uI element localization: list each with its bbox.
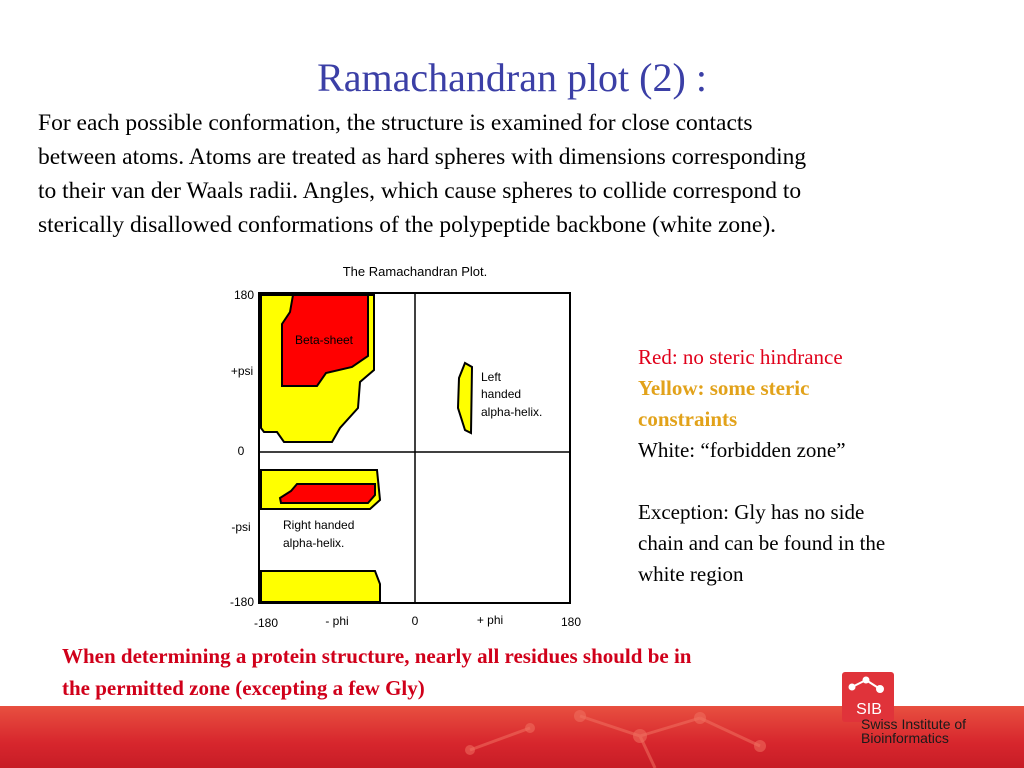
legend-yellow: Yellow: some steric: [638, 376, 810, 400]
legend-yellow: constraints: [638, 407, 738, 431]
color-legend: [638, 342, 968, 590]
y-tick-label: -psi: [231, 520, 251, 534]
intro-line: to their van der Waals radii. Angles, which cause spheres to collide correspond to: [38, 178, 802, 204]
intro-line: For each possible conformation, the structure is examined for close contacts: [38, 110, 753, 136]
right-helix-allowed-region: [280, 484, 375, 503]
ramachandran-diagram: [222, 260, 594, 640]
legend-red: Red: no steric hindrance: [638, 345, 843, 369]
beta-sheet-label: Beta-sheet: [294, 333, 354, 347]
y-tick-label: 0: [237, 444, 245, 458]
conclusion-note: [62, 640, 862, 704]
x-tick-label: + phi: [476, 613, 504, 627]
y-tick-label: +psi: [230, 364, 254, 378]
legend-spacer: [638, 466, 968, 497]
legend-exception: Exception: Gly has no side: [638, 500, 865, 524]
logo-name-line: Swiss Institute of: [861, 716, 967, 732]
legend-exception: white region: [638, 562, 744, 586]
left-helix-label: alpha-helix.: [481, 405, 543, 419]
legend-white: White: “forbidden zone”: [638, 438, 846, 462]
intro-line: sterically disallowed conformations of the polypeptide backbone (white zone).: [38, 212, 777, 238]
legend-exception: chain and can be found in the: [638, 531, 886, 555]
slide-title: Ramachandran plot (2) :: [317, 55, 707, 100]
x-tick-label: - phi: [325, 614, 349, 628]
sib-logo-mark: SIB: [856, 701, 882, 718]
right-helix-label: alpha-helix.: [283, 536, 345, 550]
plot-title: The Ramachandran Plot.: [342, 264, 488, 279]
right-helix-label: Right handed: [283, 518, 355, 532]
logo-name-line: Bioinformatics: [861, 730, 949, 746]
ramachandran-plot: [222, 260, 594, 640]
x-tick-label: -180: [253, 616, 279, 630]
sib-logo-icon: [842, 672, 894, 722]
y-tick-label: 180: [233, 288, 255, 302]
conclusion-line: When determining a protein structure, nearly all residues should be in: [62, 644, 692, 668]
left-helix-label: Left: [481, 370, 502, 384]
y-tick-label: -180: [229, 595, 255, 609]
sib-logo: [842, 672, 894, 722]
intro-paragraph: [38, 106, 988, 242]
bottom-partial-region: [261, 571, 380, 602]
sib-logo-text: [861, 717, 966, 745]
intro-line: between atoms. Atoms are treated as hard spheres with dimensions corresponding: [38, 144, 807, 170]
conclusion-line: the permitted zone (excepting a few Gly): [62, 676, 425, 700]
left-helix-label: handed: [481, 387, 522, 401]
x-tick-label: 180: [560, 615, 582, 629]
x-tick-label: 0: [411, 614, 419, 628]
